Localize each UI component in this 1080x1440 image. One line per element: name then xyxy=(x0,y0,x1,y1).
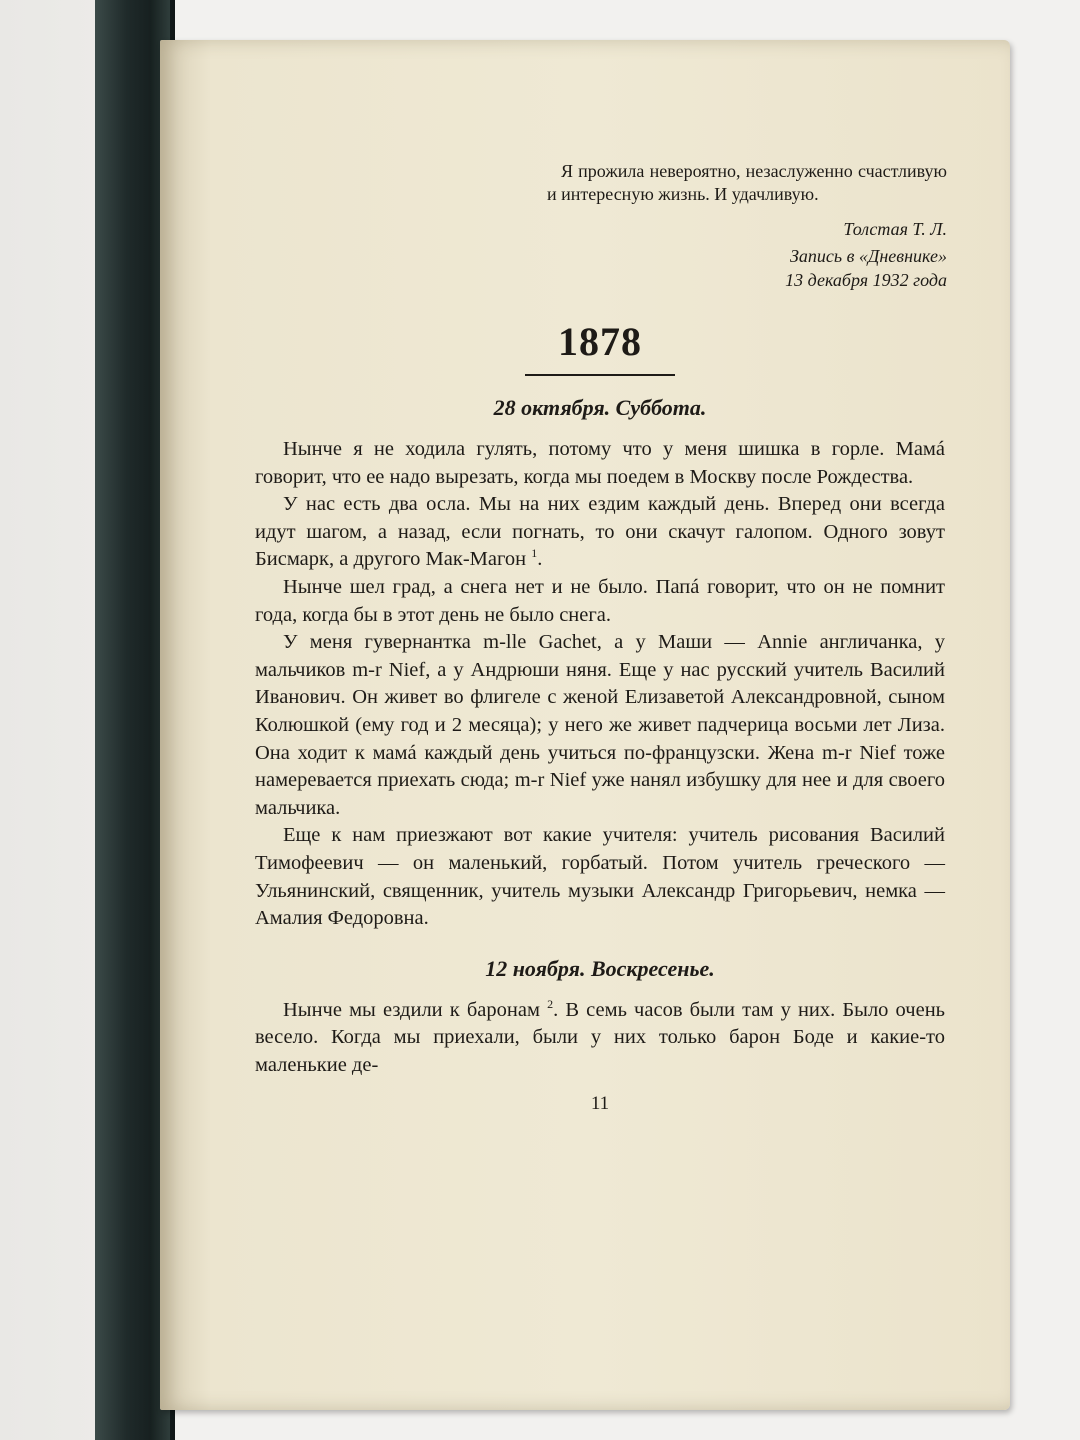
epigraph-date: 13 декабря 1932 года xyxy=(785,270,947,290)
entry-paragraph: Еще к нам приезжают вот какие учителя: учитель рисования Василий Тимофеевич — он маленький, горбатый. Потом учитель греческого — Ульянинский, священник, учитель музыки Александр Григорьевич, немка — Амалия Федоровна. xyxy=(255,824,945,930)
page-number: 11 xyxy=(590,1093,610,1115)
entry-paragraph: У меня гувернантка m-lle Gachet, а у Маши — Annie англичанка, у мальчиков m-r Nief, а у Андрюши няня. Еще у нас русский учитель Василий Иванович. Он живет во флигеле с женой Елизаветой Александровной, сыном Колюшкой (ему год и 2 месяца); у него же живет падчерица восьми лет Лиза. Она ходит к мамá каждый день учиться по-французски. Жена m-r Nief тоже намеревается приехать сюда; m-r Nief уже нанял избушку для нее и для своего мальчика. xyxy=(255,631,945,819)
entry-date-heading: 12 ноября. Воскресенье. xyxy=(485,955,715,981)
entry-date-heading: 28 октября. Суббота. xyxy=(493,395,707,420)
footnote-mark: 2 xyxy=(547,996,554,1011)
year-section xyxy=(255,318,945,376)
epigraph-attribution xyxy=(547,216,947,290)
paragraph-text: Нынче мы ездили к баронам xyxy=(283,998,540,1021)
entry-paragraph: Нынче шел град, а снега нет и не было. Папá говорит, что он не помнит года, когда бы в этот день не было снега. xyxy=(255,575,945,626)
entry-paragraph xyxy=(255,997,945,1080)
epigraph-author: Толстая Т. Л. xyxy=(843,219,947,239)
entry-paragraph: У нас есть два осла. Мы на них ездим каждый день. Вперед они всегда идут шагом, а назад, если погнать, то они скачут галопом. Одного зовут Бисмарк, а другого Мак-Магон $^1$. xyxy=(255,493,945,571)
paragraph-text: . В семь часов были там у них. Было очень весело. Когда мы приехали, были у них только барон Боде и какие-то маленькие де- xyxy=(255,998,946,1076)
entry-paragraph: Нынче я не ходила гулять, потому что у меня шишка в горле. Мамá говорит, что ее надо вырезать, когда мы поедем в Москву после Рождества. xyxy=(255,438,945,488)
epigraph xyxy=(547,160,947,290)
footnote-mark: 1 xyxy=(531,546,538,561)
book-page xyxy=(160,40,1010,1410)
year-divider xyxy=(525,374,675,376)
epigraph-text: Я прожила невероятно, незаслуженно счастливую и интересную жизнь. И удачливую. xyxy=(547,161,947,204)
epigraph-source-line: Запись в «Дневнике» xyxy=(790,246,947,266)
page-text xyxy=(255,160,945,1115)
year-heading: 1878 xyxy=(558,319,642,364)
paragraph-text: У нас есть два осла. Мы на них ездим каждый день. Вперед они всегда идут шагом, а назад, если погнать, то они скачут галопом. Одного зовут Бисмарк, а другого Мак-Магон xyxy=(255,493,945,571)
